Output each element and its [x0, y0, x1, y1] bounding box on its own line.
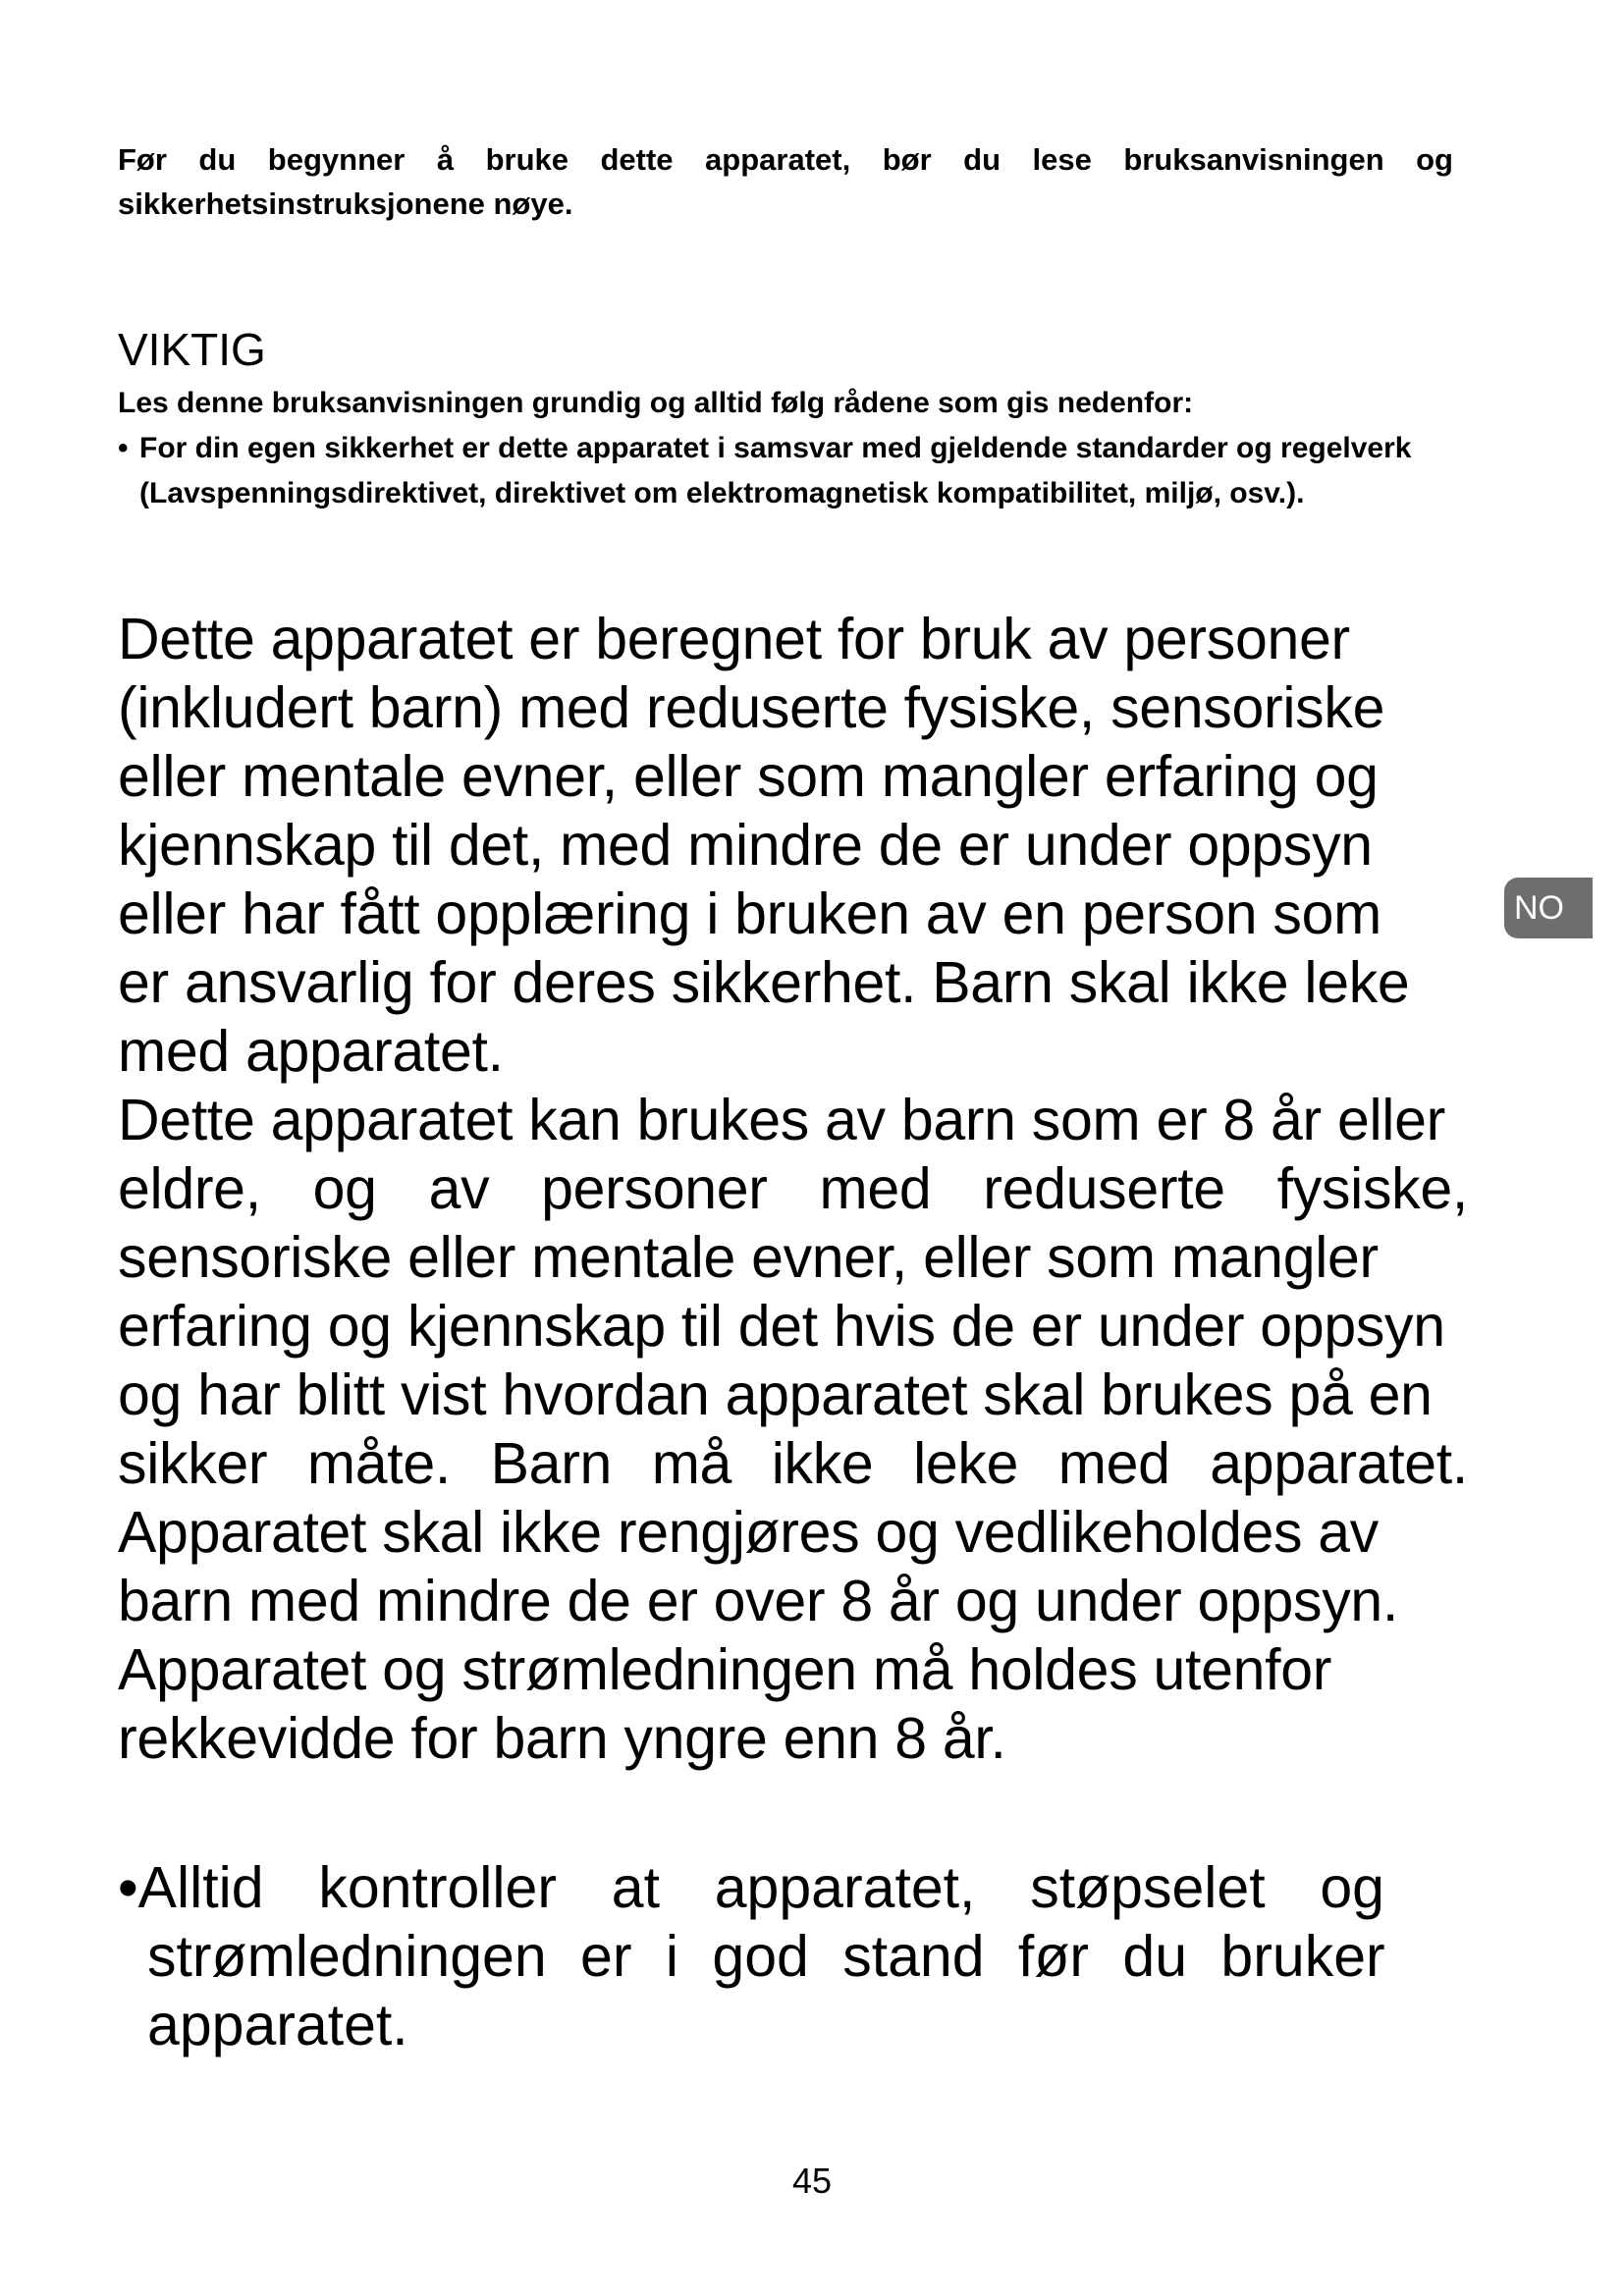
text-line: Dette apparatet er beregnet for bruk av personer [118, 607, 1350, 671]
text-line: erfaring og kjennskap til det hvis de er under oppsyn [118, 1294, 1445, 1359]
text-line: strømledningen er i god stand før du bruker [147, 1924, 1385, 1989]
intro-paragraph: Før du begynner å bruke dette apparatet, bør du lese bruksanvisningen og sikkerhetsinstruksjonene nøye. [118, 142, 1453, 221]
text-line: sikker måte. Barn må ikke leke med apparatet. [118, 1431, 1468, 1496]
instruction-text: Les denne bruksanvisningen grundig og alltid følg rådene som gis nedenfor: [118, 387, 1194, 419]
text-line: apparatet. [147, 1993, 408, 2057]
text-line: er ansvarlig for deres sikkerhet. Barn skal ikke leke [118, 950, 1410, 1015]
section-heading: VIKTIG [118, 324, 266, 375]
bullet-warning [118, 1853, 1512, 2059]
language-tab: NO [1504, 878, 1593, 938]
bullet-dot: • [118, 432, 129, 464]
text-line: kjennskap til det, med mindre de er under oppsyn [118, 813, 1373, 878]
text-line: eller har fått opplæring i bruken av en person som [118, 881, 1381, 946]
text-line: Apparatet skal ikke rengjøres og vedlikeholdes av [118, 1500, 1379, 1565]
text-line: med apparatet. [118, 1019, 504, 1084]
text-line: eldre, og av personer med reduserte fysiske, [118, 1156, 1468, 1221]
safety-list [118, 426, 1492, 516]
text-line: barn med mindre de er over 8 år og under oppsyn. [118, 1569, 1399, 1633]
text-line: Apparatet og strømledningen må holdes utenfor [118, 1637, 1332, 1702]
text-line: eller mentale evner, eller som mangler erfaring og [118, 744, 1379, 809]
text-line: •Alltid kontroller at apparatet, støpselet og [118, 1855, 1384, 1920]
text-line: rekkevidde for barn yngre enn 8 år. [118, 1706, 1006, 1771]
text-line: (inkludert barn) med reduserte fysiske, sensoriske [118, 675, 1385, 740]
text-line: og har blitt vist hvordan apparatet skal brukes på en [118, 1362, 1433, 1427]
text-line: sensoriske eller mentale evner, eller som mangler [118, 1225, 1379, 1290]
page-number: 45 [791, 2161, 833, 2201]
safety-item-text: For din egen sikkerhet er dette apparatet i samsvar med gjeldende standarder og regelverk (Lavspenningsdirektivet, direktivet om elektromagnetisk kompatibilitet, miljø, osv.). [139, 432, 1412, 509]
main-warning-text [118, 605, 1591, 1773]
text-line: Dette apparatet kan brukes av barn som er 8 år eller [118, 1088, 1445, 1152]
safety-item [118, 426, 1492, 516]
